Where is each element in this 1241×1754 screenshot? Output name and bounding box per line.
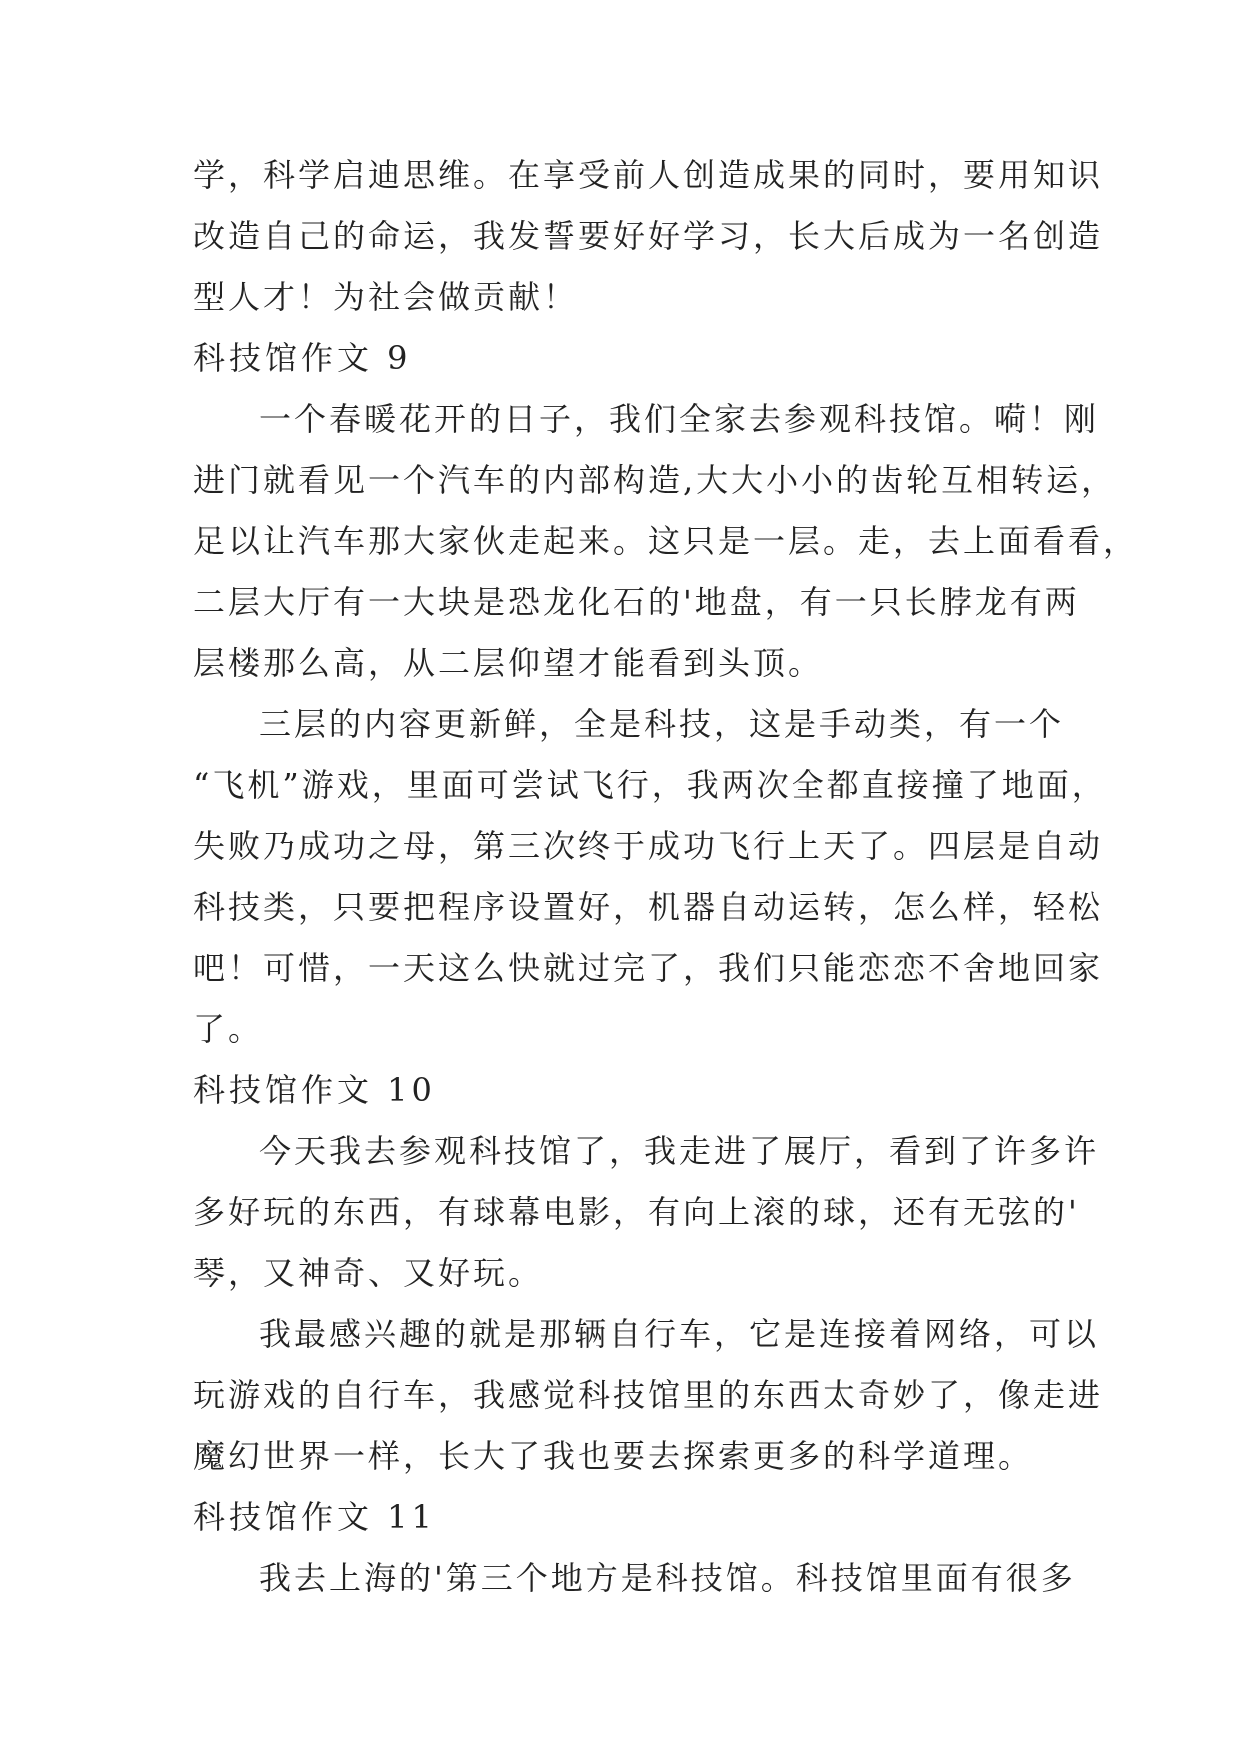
paragraph-line: 玩游戏的自行车，我感觉科技馆里的东西太奇妙了，像走进 [193,1376,1104,1414]
paragraph-line: 今天我去参观科技馆了，我走进了展厅，看到了许多许 [259,1132,1100,1170]
section-heading: 科技馆作文 11 [193,1498,436,1536]
paragraph-line: 学，科学启迪思维。在享受前人创造成果的同时，要用知识 [193,156,1104,194]
paragraph-line: 了。 [193,1010,264,1048]
paragraph-line: 魔幻世界一样，长大了我也要去探索更多的科学道理。 [193,1437,1034,1475]
paragraph-line: 三层的内容更新鲜，全是科技，这是手动类，有一个 [259,705,1065,743]
paragraph [193,1121,1100,1304]
paragraph-line: 层楼那么高，从二层仰望才能看到头顶。 [193,644,824,682]
paragraph-line: 进门就看见一个汽车的内部构造,大大小小的齿轮互相转运， [193,461,1117,499]
paragraph-line: 我最感兴趣的就是那辆自行车，它是连接着网络，可以 [259,1315,1100,1353]
paragraph-line: 我去上海的'第三个地方是科技馆。科技馆里面有很多 [259,1559,1076,1597]
paragraph-line: 改造自己的命运，我发誓要好好学习，长大后成为一名创造 [193,217,1104,255]
paragraph [193,1304,1104,1487]
paragraph-line: 二层大厅有一大块是恐龙化石的'地盘，有一只长脖龙有两 [193,583,1080,621]
paragraph-line: 一个春暖花开的日子，我们全家去参观科技馆。嗬！刚 [259,400,1100,438]
paragraph-line: 琴，又神奇、又好玩。 [193,1254,544,1292]
section-heading: 科技馆作文 10 [193,1071,436,1109]
paragraph-line: 科技类，只要把程序设置好，机器自动运转，怎么样，轻松 [193,888,1104,926]
paragraph-line: 吧！可惜，一天这么快就过完了，我们只能恋恋不舍地回家 [193,949,1104,987]
paragraph [193,1548,1076,1609]
paragraph [193,389,1139,694]
paragraph-line: 失败乃成功之母，第三次终于成功飞行上天了。四层是自动 [193,827,1104,865]
paragraph-line: 足以让汽车那大家伙走起来。这只是一层。走，去上面看看， [193,522,1139,560]
paragraph-line: 型人才！为社会做贡献！ [193,278,579,316]
document-body [193,145,1139,1609]
paragraph-line: “飞机”游戏，里面可尝试飞行，我两次全都直接撞了地面， [193,766,1107,804]
paragraph [193,694,1107,1060]
section-heading: 科技馆作文 9 [193,339,412,377]
paragraph-line: 多好玩的东西，有球幕电影，有向上滚的球，还有无弦的' [193,1193,1080,1231]
paragraph [193,145,1104,328]
